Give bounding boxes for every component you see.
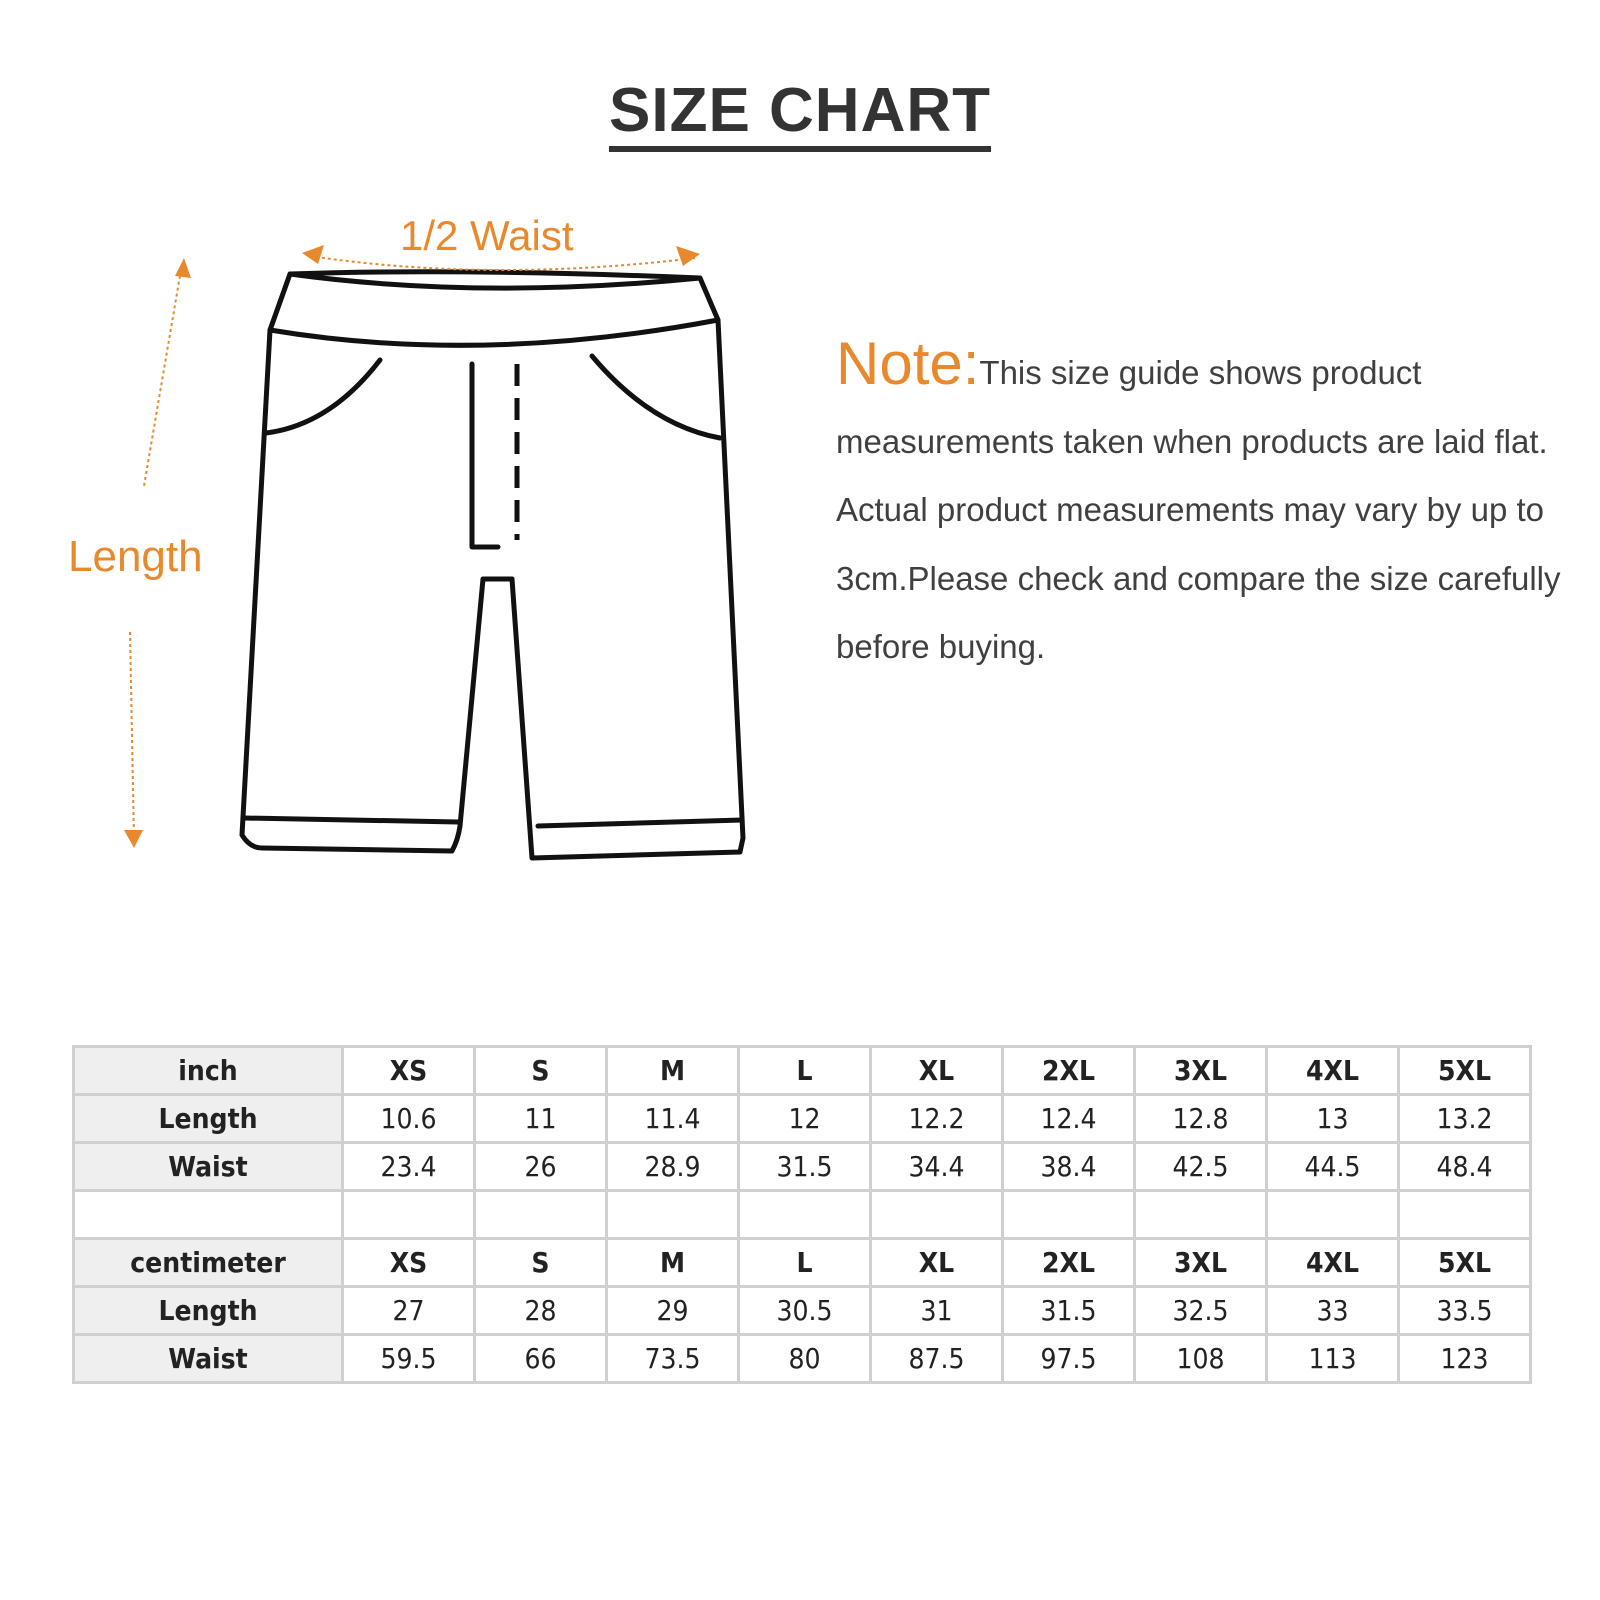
size-header-cell: M	[607, 1239, 739, 1287]
size-table	[72, 1045, 1532, 1384]
spacer-row	[74, 1191, 1531, 1239]
value-cell: 28.9	[607, 1143, 739, 1191]
empty-cell	[739, 1191, 871, 1239]
value-cell: 28	[475, 1287, 607, 1335]
value-cell: 87.5	[871, 1335, 1003, 1383]
value-cell: 31.5	[739, 1143, 871, 1191]
left-hem-line	[244, 818, 458, 822]
size-header-cell: XS	[343, 1047, 475, 1095]
note-block	[836, 330, 1576, 682]
size-header-cell: L	[739, 1047, 871, 1095]
empty-cell	[1135, 1191, 1267, 1239]
size-header-cell: 2XL	[1003, 1047, 1135, 1095]
shorts-body-outline	[242, 320, 743, 858]
length-measure-label: Length	[68, 532, 203, 581]
right-hem-line	[538, 820, 742, 826]
unit-label-inch: inch	[74, 1047, 343, 1095]
value-cell: 13.2	[1399, 1095, 1531, 1143]
value-cell: 38.4	[1003, 1143, 1135, 1191]
length-dimension-line-upper	[144, 264, 182, 486]
value-cell: 12	[739, 1095, 871, 1143]
empty-cell	[871, 1191, 1003, 1239]
waist-arrow-left-icon	[302, 245, 324, 264]
left-pocket-line	[266, 360, 380, 433]
size-header-cell: M	[607, 1047, 739, 1095]
page-title: SIZE CHART	[609, 78, 991, 152]
value-cell: 31.5	[1003, 1287, 1135, 1335]
value-cell: 34.4	[871, 1143, 1003, 1191]
value-cell: 66	[475, 1335, 607, 1383]
size-header-cell: S	[475, 1047, 607, 1095]
value-cell: 11.4	[607, 1095, 739, 1143]
size-header-cell: 3XL	[1135, 1047, 1267, 1095]
value-cell: 30.5	[739, 1287, 871, 1335]
value-cell: 23.4	[343, 1143, 475, 1191]
value-cell: 10.6	[343, 1095, 475, 1143]
unit-label-centimeter: centimeter	[74, 1239, 343, 1287]
row-label: Waist	[74, 1143, 343, 1191]
empty-cell	[475, 1191, 607, 1239]
value-cell: 33	[1267, 1287, 1399, 1335]
row-label: Waist	[74, 1335, 343, 1383]
inch-header-row	[74, 1047, 1531, 1095]
value-cell: 12.8	[1135, 1095, 1267, 1143]
empty-cell	[1267, 1191, 1399, 1239]
size-header-cell: L	[739, 1239, 871, 1287]
value-cell: 12.4	[1003, 1095, 1135, 1143]
inch-length-row	[74, 1095, 1531, 1143]
value-cell: 29	[607, 1287, 739, 1335]
empty-cell	[343, 1191, 475, 1239]
value-cell: 80	[739, 1335, 871, 1383]
value-cell: 13	[1267, 1095, 1399, 1143]
value-cell: 108	[1135, 1335, 1267, 1383]
centimeter-length-row	[74, 1287, 1531, 1335]
row-label: Length	[74, 1287, 343, 1335]
value-cell: 73.5	[607, 1335, 739, 1383]
value-cell: 26	[475, 1143, 607, 1191]
right-pocket-line	[592, 356, 720, 438]
size-header-cell: XS	[343, 1239, 475, 1287]
size-header-cell: XL	[871, 1239, 1003, 1287]
value-cell: 11	[475, 1095, 607, 1143]
size-header-cell: 2XL	[1003, 1239, 1135, 1287]
empty-cell	[74, 1191, 343, 1239]
length-arrow-up-icon	[175, 258, 191, 278]
waist-arrow-right-icon	[676, 246, 700, 266]
value-cell: 33.5	[1399, 1287, 1531, 1335]
length-arrow-down-icon	[124, 830, 143, 848]
empty-cell	[1003, 1191, 1135, 1239]
note-text: This size guide shows product measurements taken when products are laid flat. Actual product measurements may vary by up to 3cm.Please check and compare the size carefully before buying.	[836, 354, 1561, 665]
inch-waist-row	[74, 1143, 1531, 1191]
value-cell: 97.5	[1003, 1335, 1135, 1383]
empty-cell	[1399, 1191, 1531, 1239]
size-header-cell: 3XL	[1135, 1239, 1267, 1287]
value-cell: 113	[1267, 1335, 1399, 1383]
fly-outline	[472, 364, 498, 547]
note-heading: Note:	[836, 330, 980, 397]
size-header-cell: XL	[871, 1047, 1003, 1095]
size-chart-title-wrap	[0, 78, 1600, 152]
centimeter-waist-row	[74, 1335, 1531, 1383]
size-header-cell: 4XL	[1267, 1239, 1399, 1287]
waist-measure-label: 1/2 Waist	[400, 212, 574, 259]
value-cell: 42.5	[1135, 1143, 1267, 1191]
value-cell: 44.5	[1267, 1143, 1399, 1191]
value-cell: 59.5	[343, 1335, 475, 1383]
empty-cell	[607, 1191, 739, 1239]
size-header-cell: 4XL	[1267, 1047, 1399, 1095]
value-cell: 123	[1399, 1335, 1531, 1383]
length-dimension-line-lower	[130, 632, 134, 840]
size-header-cell: S	[475, 1239, 607, 1287]
row-label: Length	[74, 1095, 343, 1143]
value-cell: 12.2	[871, 1095, 1003, 1143]
centimeter-header-row	[74, 1239, 1531, 1287]
value-cell: 27	[343, 1287, 475, 1335]
size-header-cell: 5XL	[1399, 1239, 1531, 1287]
value-cell: 31	[871, 1287, 1003, 1335]
size-header-cell: 5XL	[1399, 1047, 1531, 1095]
value-cell: 48.4	[1399, 1143, 1531, 1191]
value-cell: 32.5	[1135, 1287, 1267, 1335]
